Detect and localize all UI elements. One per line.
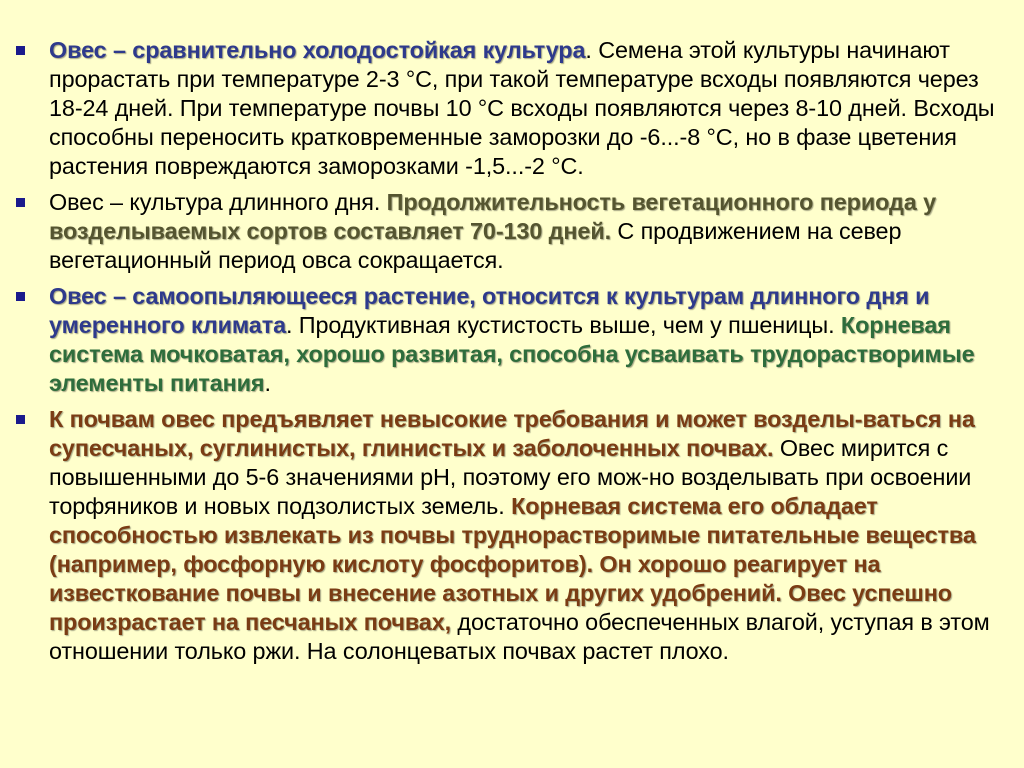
bullet-text — [49, 188, 1018, 275]
plain-text: достаточно обеспеченных влагой, уступая в этом отношении только ржи. На солонцеватых почвах растет плохо. — [49, 609, 990, 664]
bullet-item-1 — [0, 36, 1024, 181]
bullet-item-3 — [0, 282, 1024, 398]
plain-text: . Семена этой культуры начинают прорастать при температуре 2-3 °С, при такой температуре всходы появляются через 18-24 дней. При температуре почвы 10 °С всходы появляются через 8-10 дней. Всходы способны переносить кратковременные заморозки до -6...-8 °С, но в фазе цветения растения повреждаются заморозками -1,5...-2 °С. — [49, 37, 995, 179]
plain-text: . — [264, 370, 271, 396]
plain-text: Овес мирится с повышенными до 5-6 значениями рН, поэтому его мож-но возделывать при освоении торфяников и новых подзолистых земель. — [49, 435, 972, 519]
square-bullet-icon — [16, 46, 25, 55]
square-bullet-icon — [16, 415, 25, 424]
square-bullet-icon — [16, 292, 25, 301]
plain-text: . Продуктивная кустистость выше, чем у пшеницы. — [285, 312, 841, 338]
bullet-item-2 — [0, 188, 1024, 275]
highlight-phrase: Корневая система его обладает способностью извлекать из почвы труднорастворимые питательные вещества (например, фосфорную кислоту фосфоритов). Он хорошо реагирует на известкование почвы и внесение азотных и других удобрений. Овес успешно произрастает на песчаных почвах, — [49, 493, 976, 635]
bullet-list — [0, 36, 1024, 673]
plain-text: Овес – культура длинного дня. — [49, 189, 387, 215]
highlight-phrase: Овес – самоопыляющееся растение, относится к культурам длинного дня и умеренного климата — [49, 283, 930, 338]
bullet-text — [49, 405, 1018, 666]
bullet-text — [49, 36, 1018, 181]
bullet-text — [49, 282, 1018, 398]
highlight-phrase: Корневая система мочковатая, хорошо развитая, способна усваивать трудорастворимые элементы питания — [49, 312, 975, 396]
highlight-phrase: Овес – сравнительно холодостойкая культура — [49, 37, 586, 63]
bullet-item-4 — [0, 405, 1024, 666]
square-bullet-icon — [16, 198, 25, 207]
highlight-phrase: Продолжительность вегетационного периода у возделываемых сортов составляет 70-130 дней. — [49, 189, 936, 244]
highlight-phrase: К почвам овес предъявляет невысокие требования и может возделы-ваться на супесчаных, суглинистых, глинистых и заболоченных почвах. — [49, 406, 975, 461]
plain-text: С продвижением на север вегетационный период овса сокращается. — [49, 218, 902, 273]
